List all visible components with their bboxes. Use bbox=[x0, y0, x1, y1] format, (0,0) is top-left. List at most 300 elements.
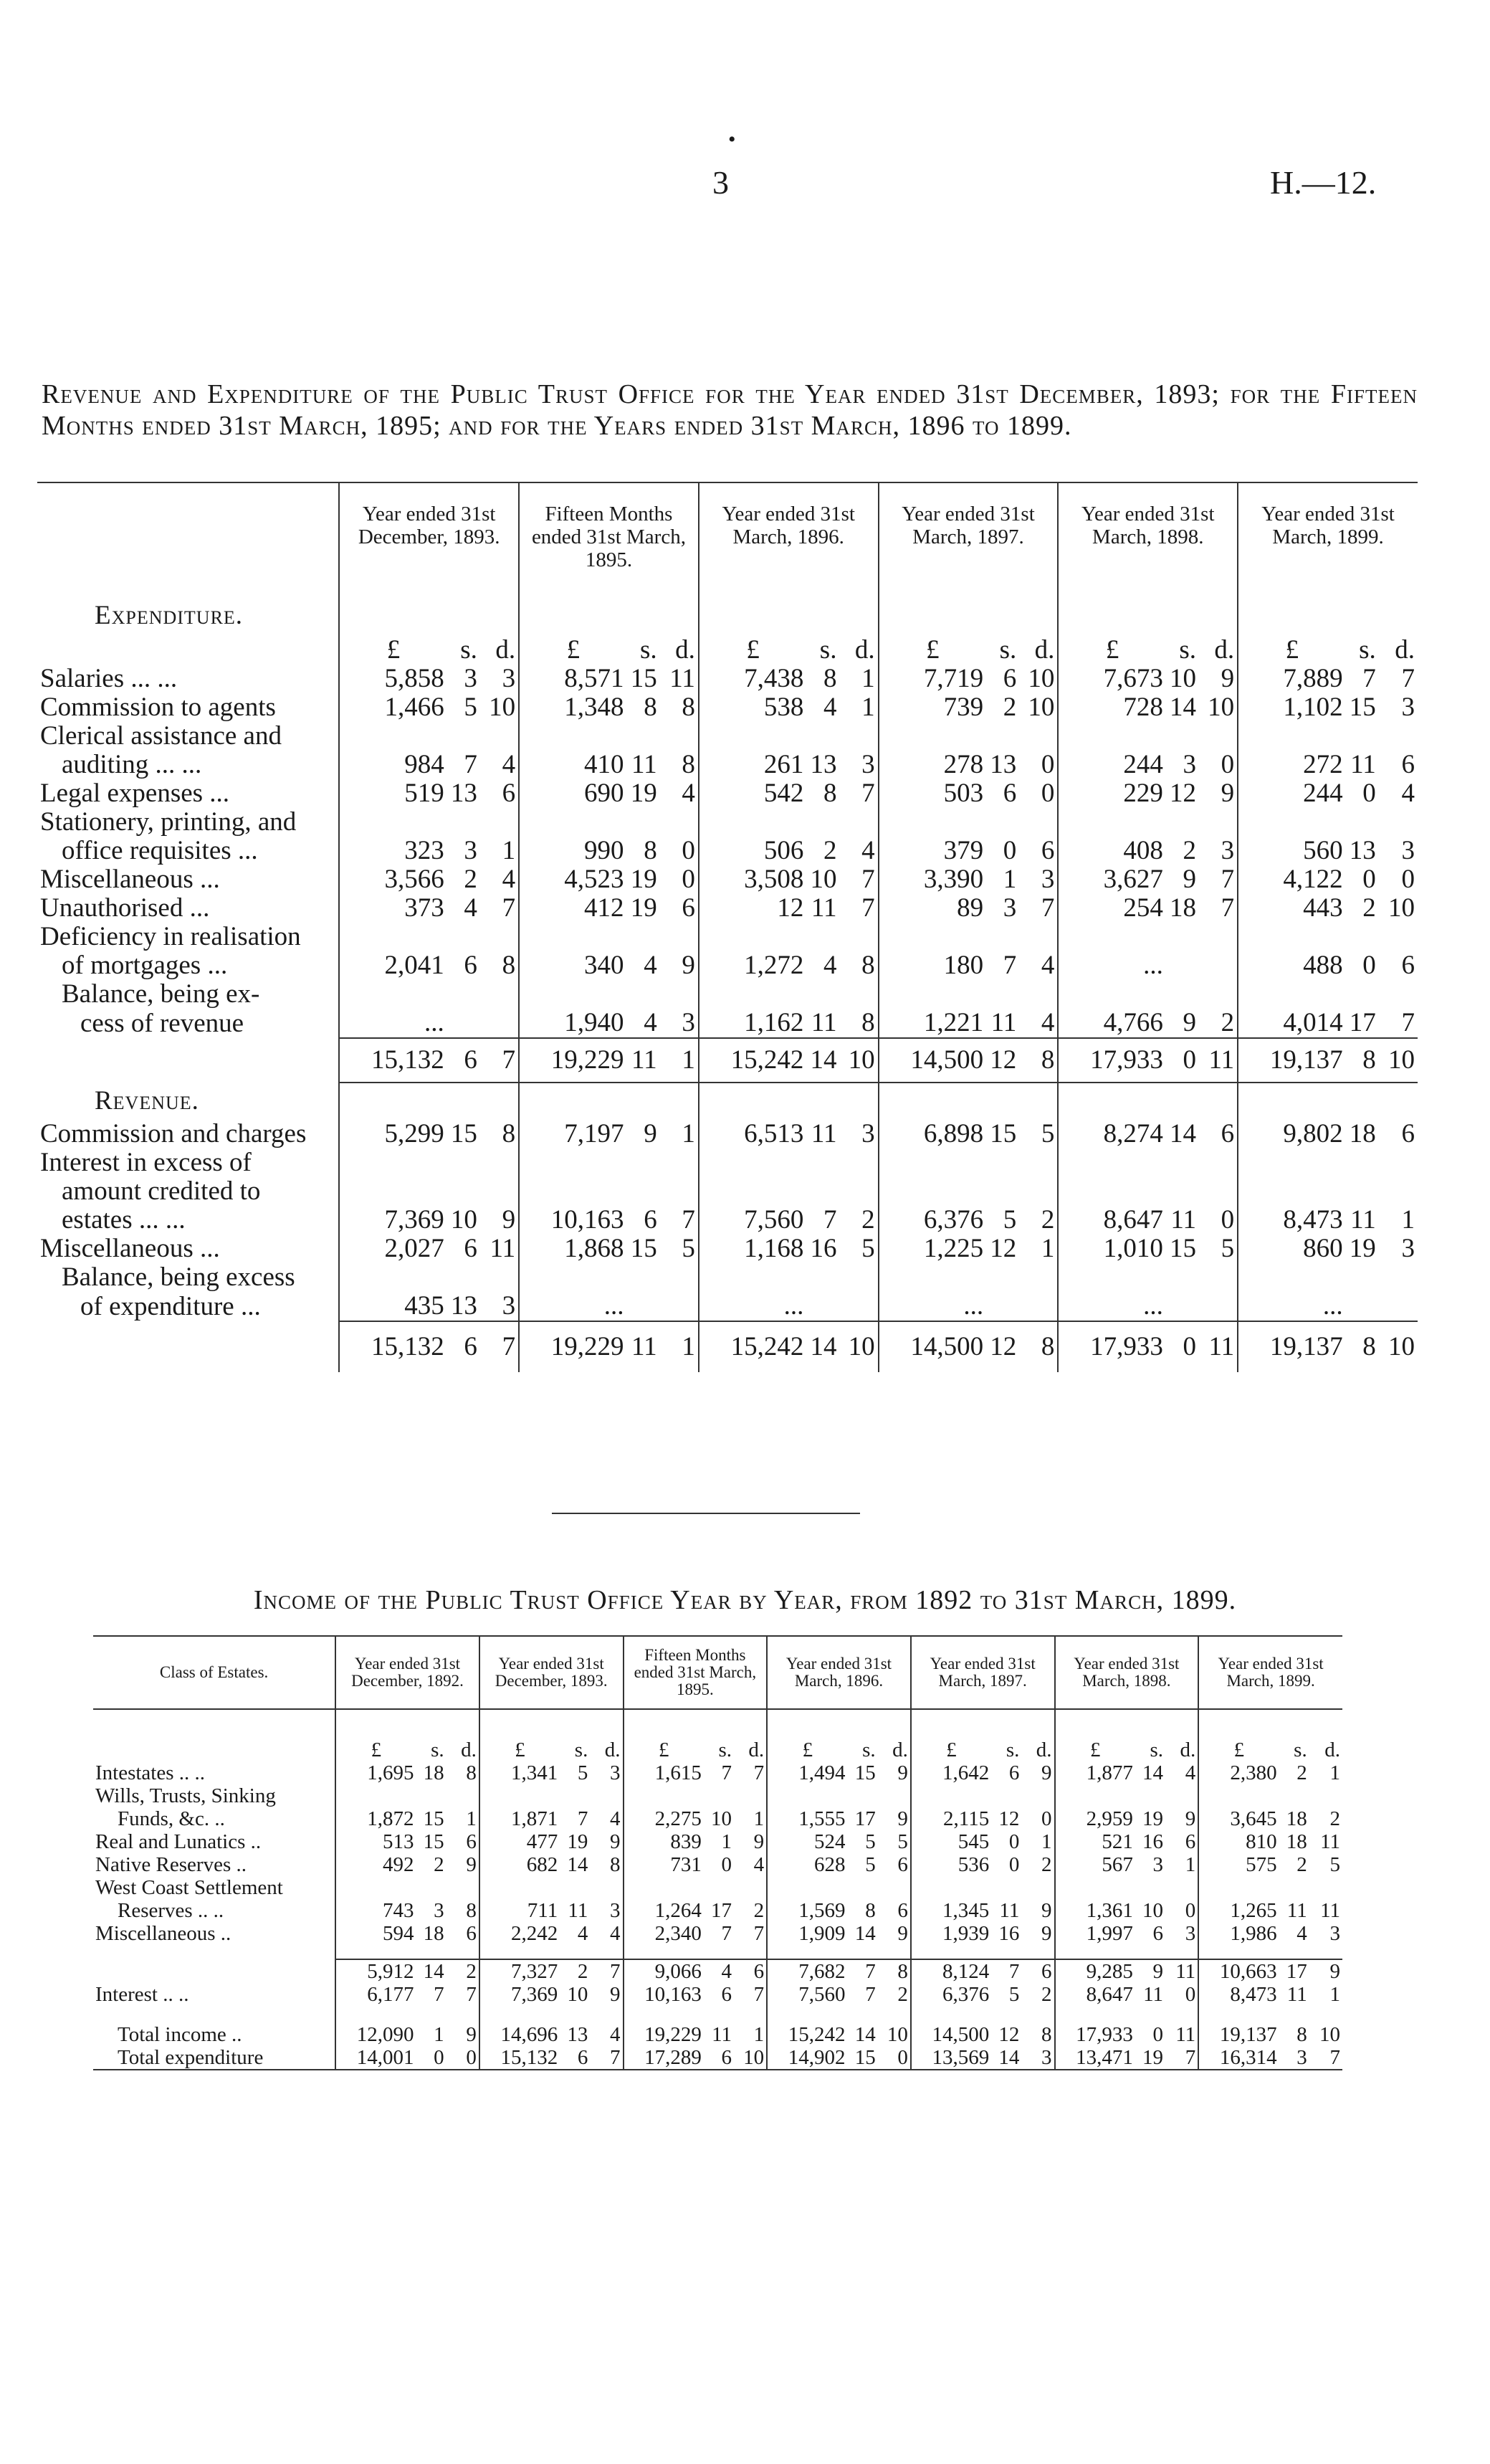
amount-pounds: 3,645 bbox=[1198, 1807, 1279, 1830]
income-row bbox=[93, 1922, 1342, 1945]
amount-pounds: 15,132 bbox=[339, 1321, 446, 1372]
amount-shillings: 2 bbox=[1183, 836, 1196, 865]
amount-pounds: ... bbox=[1238, 1292, 1345, 1321]
amount-shillings: 19 bbox=[1349, 1234, 1376, 1263]
row-label: office requisites ... bbox=[62, 836, 258, 865]
blank-cell bbox=[480, 923, 519, 951]
blank-cell bbox=[1198, 1784, 1279, 1807]
blank-cell bbox=[986, 1263, 1019, 1292]
blank-cell bbox=[1166, 1083, 1199, 1120]
row-label: Commission to agents bbox=[40, 693, 276, 722]
amount-pence: 10 bbox=[1379, 1321, 1418, 1372]
amount-pence: 8 bbox=[1019, 1321, 1058, 1372]
blank-cell bbox=[560, 2006, 590, 2023]
amount-pounds: 7,719 bbox=[879, 665, 986, 693]
amount-pence: 7 bbox=[861, 865, 875, 894]
blank-cell bbox=[590, 1945, 623, 1959]
amount-pence: 3 bbox=[610, 1899, 621, 1922]
blank-cell bbox=[416, 1709, 446, 1738]
blank-cell bbox=[339, 923, 446, 951]
amount-pounds: 19,229 bbox=[624, 2023, 704, 2046]
unit-pence: d. bbox=[1214, 635, 1235, 665]
amount-shillings: 18 bbox=[1286, 1807, 1307, 1830]
blank-cell bbox=[1238, 722, 1345, 751]
blank-cell bbox=[1135, 1709, 1165, 1738]
amount-pounds: 272 bbox=[1238, 751, 1345, 779]
amount-shillings: 4 bbox=[823, 693, 837, 722]
blank-cell bbox=[93, 1738, 335, 1761]
amount-shillings: 14 bbox=[854, 2023, 876, 2046]
amount-pence: 3 bbox=[861, 1119, 875, 1148]
expenditure-row bbox=[37, 951, 1418, 980]
amount-shillings: 18 bbox=[1349, 1119, 1376, 1148]
blank-cell bbox=[986, 980, 1019, 1009]
amount-shillings: 18 bbox=[1286, 1830, 1307, 1853]
amount-pence: 5 bbox=[1221, 1234, 1235, 1263]
amount-pounds: 682 bbox=[479, 1853, 560, 1876]
blank-cell bbox=[839, 1083, 878, 1120]
amount-pounds: 536 bbox=[911, 1853, 991, 1876]
revenue-expenditure-title: Revenue and Expenditure of the Public Trust Office for the Year ended 31st December, 1893; for the Fifteen Months ended 31st March, 1895; and for the Years ended 31st March, 1896 to 1899. bbox=[42, 379, 1418, 441]
blank-cell bbox=[590, 1709, 623, 1738]
amount-shillings: 12 bbox=[990, 1234, 1017, 1263]
amount-shillings bbox=[447, 1009, 480, 1038]
blank-cell bbox=[1058, 1083, 1165, 1120]
amount-pence: 4 bbox=[610, 2023, 621, 2046]
amount-shillings: 6 bbox=[464, 1234, 477, 1263]
unit-pence: d. bbox=[1324, 1738, 1340, 1761]
amount-pounds: 1,939 bbox=[911, 1922, 991, 1945]
amount-pence: 0 bbox=[1401, 865, 1415, 894]
amount-pence: 2 bbox=[897, 1983, 908, 2006]
blank-cell bbox=[1309, 2006, 1342, 2023]
blank-cell bbox=[93, 1959, 335, 1983]
amount-pounds: 412 bbox=[519, 894, 626, 923]
blank-cell bbox=[1238, 980, 1345, 1009]
amount-pounds: 4,766 bbox=[1058, 1009, 1165, 1038]
blank-cell bbox=[1379, 1148, 1418, 1177]
amount-shillings: 3 bbox=[1279, 2046, 1309, 2070]
blank-cell bbox=[1346, 808, 1379, 837]
unit-pounds: £ bbox=[624, 1738, 704, 1761]
blank-cell bbox=[1021, 1945, 1054, 1959]
column-header: Year ended 31st March, 1899. bbox=[1238, 482, 1418, 596]
amount-pounds: 1,877 bbox=[1055, 1761, 1135, 1784]
amount-shillings: 11 bbox=[627, 1038, 660, 1083]
amount-pounds: 14,696 bbox=[479, 2023, 560, 2046]
amount-shillings: 15 bbox=[423, 1830, 444, 1853]
blank-cell bbox=[519, 1263, 626, 1292]
corner-cell bbox=[37, 482, 339, 596]
unit-pounds: £ bbox=[1058, 636, 1165, 665]
blank-cell bbox=[446, 1945, 479, 1959]
amount-pence: 8 bbox=[502, 1119, 516, 1148]
unit-shillings: s. bbox=[862, 1738, 876, 1761]
amount-shillings: 8 bbox=[644, 693, 657, 722]
blank-cell bbox=[447, 596, 480, 636]
blank-cell bbox=[1165, 1784, 1198, 1807]
amount-pence: 6 bbox=[1041, 836, 1055, 865]
amount-pounds: 810 bbox=[1198, 1830, 1279, 1853]
blank-cell bbox=[1279, 2006, 1309, 2023]
unit-pence: d. bbox=[1395, 635, 1415, 665]
blank-cell bbox=[848, 1709, 878, 1738]
amount-pence: 4 bbox=[1041, 1008, 1055, 1037]
amount-shillings: 8 bbox=[823, 779, 837, 808]
amount-pence: 1 bbox=[753, 2023, 765, 2046]
blank-cell bbox=[1058, 596, 1165, 636]
blank-cell bbox=[806, 980, 839, 1009]
amount-pounds: 503 bbox=[879, 779, 986, 808]
row-label: cess of revenue bbox=[80, 1009, 244, 1038]
amount-pence: 8 bbox=[878, 1959, 911, 1983]
amount-pounds: 7,369 bbox=[339, 1206, 446, 1235]
amount-pounds: 575 bbox=[1198, 1853, 1279, 1876]
amount-pence bbox=[1199, 951, 1238, 980]
blank-cell bbox=[627, 808, 660, 837]
amount-shillings: 0 bbox=[1008, 1830, 1020, 1853]
blank-cell bbox=[624, 2006, 704, 2023]
row-label: Total expenditure bbox=[93, 2046, 335, 2070]
amount-shillings: 13 bbox=[1349, 836, 1376, 865]
amount-shillings: 4 bbox=[1296, 1922, 1307, 1945]
unit-pounds: £ bbox=[767, 1738, 847, 1761]
blank-cell bbox=[447, 980, 480, 1009]
blank-cell bbox=[1346, 980, 1379, 1009]
blank-cell bbox=[519, 722, 626, 751]
amount-shillings: 2 bbox=[464, 865, 477, 894]
amount-shillings: 2 bbox=[1296, 1761, 1307, 1784]
blank-cell bbox=[704, 1945, 734, 1959]
amount-pence: 9 bbox=[1041, 1899, 1052, 1922]
amount-pounds: 594 bbox=[335, 1922, 416, 1945]
amount-pounds: 3,508 bbox=[699, 865, 806, 894]
amount-pence: 1 bbox=[1041, 1234, 1055, 1263]
amount-pounds: 1,940 bbox=[519, 1009, 626, 1038]
amount-pounds: 180 bbox=[879, 951, 986, 980]
amount-shillings: 0 bbox=[721, 1853, 732, 1876]
amount-shillings: 6 bbox=[1152, 1922, 1164, 1945]
blank-cell bbox=[1055, 1876, 1135, 1899]
amount-shillings: 11 bbox=[999, 1899, 1020, 1922]
blank-cell bbox=[986, 1083, 1019, 1120]
blank-cell bbox=[767, 1784, 847, 1807]
blank-cell bbox=[767, 1945, 847, 1959]
expenditure-heading: Expenditure. bbox=[95, 601, 244, 630]
amount-shillings: 13 bbox=[810, 750, 837, 779]
amount-shillings: 14 bbox=[416, 1959, 446, 1983]
amount-pounds: 1,569 bbox=[767, 1899, 847, 1922]
amount-shillings: 7 bbox=[1362, 664, 1376, 693]
amount-shillings: 13 bbox=[450, 1291, 477, 1321]
amount-pounds: ... bbox=[339, 1009, 446, 1038]
blank-cell bbox=[519, 980, 626, 1009]
blank-cell bbox=[839, 596, 878, 636]
amount-pounds: 1,265 bbox=[1198, 1899, 1279, 1922]
amount-pounds: 435 bbox=[339, 1292, 446, 1321]
blank-cell bbox=[480, 1083, 519, 1120]
unit-pounds: £ bbox=[911, 1738, 991, 1761]
blank-cell bbox=[699, 980, 806, 1009]
revenue-expenditure-table bbox=[37, 482, 1418, 1372]
amount-pence: 6 bbox=[1021, 1959, 1054, 1983]
unit-pounds: £ bbox=[879, 636, 986, 665]
amount-pounds: 1,997 bbox=[1055, 1922, 1135, 1945]
amount-pence: 9 bbox=[897, 1922, 908, 1945]
amount-pence: 9 bbox=[466, 2023, 477, 2046]
amount-pence: 9 bbox=[1221, 779, 1235, 808]
spacer-row bbox=[93, 1945, 1342, 1959]
spacer-row bbox=[93, 1709, 1342, 1738]
blank-cell bbox=[879, 1083, 986, 1120]
amount-pounds: 519 bbox=[339, 779, 446, 808]
unit-pounds: £ bbox=[335, 1738, 416, 1761]
amount-pence: 1 bbox=[660, 1038, 699, 1083]
amount-pounds: 15,242 bbox=[767, 2023, 847, 2046]
blank-cell bbox=[1135, 1876, 1165, 1899]
amount-pounds: 1,872 bbox=[335, 1807, 416, 1830]
blank-cell bbox=[1199, 980, 1238, 1009]
amount-pounds: 538 bbox=[699, 693, 806, 722]
blank-cell bbox=[479, 1876, 560, 1899]
amount-pounds: 229 bbox=[1058, 779, 1165, 808]
blank-cell bbox=[1135, 1945, 1165, 1959]
amount-pence: 0 bbox=[1041, 779, 1055, 808]
amount-pounds: 839 bbox=[624, 1830, 704, 1853]
row-label: estates ... ... bbox=[62, 1205, 186, 1235]
amount-shillings: 7 bbox=[434, 1983, 444, 2006]
amount-pounds: 7,197 bbox=[519, 1120, 626, 1148]
amount-shillings: 14 bbox=[1142, 1761, 1164, 1784]
blank-cell bbox=[1309, 1784, 1342, 1807]
blank-cell bbox=[699, 923, 806, 951]
revenue-row bbox=[37, 1177, 1418, 1206]
amount-shillings: 0 bbox=[1152, 2023, 1164, 2046]
column-header: Year ended 31st March, 1897. bbox=[879, 482, 1059, 596]
amount-pence: 8 bbox=[502, 951, 516, 980]
amount-shillings: 9 bbox=[1183, 1008, 1196, 1037]
blank-cell bbox=[1379, 980, 1418, 1009]
amount-pence: 6 bbox=[897, 1899, 908, 1922]
amount-pounds: 2,340 bbox=[624, 1922, 704, 1945]
row-label: Stationery, printing, and bbox=[40, 807, 297, 837]
amount-pounds: 10,663 bbox=[1198, 1959, 1279, 1983]
amount-shillings: 15 bbox=[990, 1119, 1017, 1148]
amount-shillings: 8 bbox=[1346, 1321, 1379, 1372]
blank-cell bbox=[1346, 923, 1379, 951]
row-label: Balance, being ex- bbox=[62, 979, 260, 1009]
amount-shillings: 6 bbox=[447, 1321, 480, 1372]
blank-cell bbox=[335, 1945, 416, 1959]
blank-cell bbox=[93, 1945, 335, 1959]
column-header: Year ended 31st December, 1893. bbox=[339, 482, 519, 596]
blank-cell bbox=[879, 1263, 986, 1292]
row-label: of mortgages ... bbox=[62, 951, 228, 980]
blank-cell bbox=[1058, 808, 1165, 837]
amount-pence bbox=[1199, 1292, 1238, 1321]
amount-pence: 3 bbox=[1185, 1922, 1196, 1945]
expenditure-row bbox=[37, 980, 1418, 1009]
blank-cell bbox=[660, 1263, 699, 1292]
amount-pounds: 12 bbox=[699, 894, 806, 923]
amount-pence: 3 bbox=[1401, 836, 1415, 865]
blank-cell bbox=[624, 1876, 704, 1899]
blank-cell bbox=[335, 1876, 416, 1899]
blank-cell bbox=[1238, 1177, 1345, 1206]
amount-pence: 7 bbox=[502, 893, 516, 923]
income-row bbox=[93, 1830, 1342, 1853]
amount-pounds: 8,124 bbox=[911, 1959, 991, 1983]
blank-cell bbox=[1379, 923, 1418, 951]
amount-pence: 9 bbox=[897, 1761, 908, 1784]
amount-pence: 10 bbox=[1379, 1038, 1418, 1083]
row-label: Miscellaneous ... bbox=[40, 1234, 220, 1263]
blank-cell bbox=[335, 1784, 416, 1807]
unit-shillings: s. bbox=[460, 635, 477, 665]
blank-cell bbox=[560, 1709, 590, 1738]
blank-cell bbox=[699, 1263, 806, 1292]
row-label: auditing ... ... bbox=[62, 750, 202, 779]
amount-pence: 8 bbox=[682, 750, 695, 779]
blank-cell bbox=[627, 722, 660, 751]
blank-cell bbox=[734, 1876, 767, 1899]
amount-pence: 11 bbox=[1320, 1899, 1340, 1922]
amount-pounds: 545 bbox=[911, 1830, 991, 1853]
blank-cell bbox=[1165, 1709, 1198, 1738]
amount-pence: 7 bbox=[1165, 2046, 1198, 2070]
amount-pounds: 278 bbox=[879, 751, 986, 779]
amount-pence: 9 bbox=[610, 1830, 621, 1853]
amount-pounds: 1,615 bbox=[624, 1761, 704, 1784]
amount-pounds: 10,163 bbox=[624, 1983, 704, 2006]
amount-pounds: 6,376 bbox=[911, 1983, 991, 2006]
amount-pounds: 1,555 bbox=[767, 1807, 847, 1830]
blank-cell bbox=[339, 596, 446, 636]
amount-shillings: 3 bbox=[434, 1899, 444, 1922]
amount-shillings: 10 bbox=[450, 1205, 477, 1235]
revenue-heading-row bbox=[37, 1083, 1418, 1120]
blank-cell bbox=[699, 596, 806, 636]
blank-cell bbox=[848, 2006, 878, 2023]
blank-cell bbox=[1058, 1263, 1165, 1292]
amount-pounds: 19,137 bbox=[1238, 1038, 1345, 1083]
amount-shillings: 7 bbox=[1003, 951, 1017, 980]
amount-pounds: 1,102 bbox=[1238, 693, 1345, 722]
blank-cell bbox=[1021, 2006, 1054, 2023]
amount-pounds: 89 bbox=[879, 894, 986, 923]
amount-pence: 4 bbox=[753, 1853, 765, 1876]
amount-pence: 6 bbox=[1221, 1119, 1235, 1148]
amount-shillings: 19 bbox=[630, 865, 657, 894]
unit-shillings: s. bbox=[999, 635, 1017, 665]
amount-pence: 9 bbox=[502, 1205, 516, 1235]
interest-row bbox=[93, 1983, 1342, 2006]
blank-cell bbox=[879, 923, 986, 951]
unit-shillings: s. bbox=[1294, 1738, 1307, 1761]
blank-cell bbox=[1199, 1083, 1238, 1120]
amount-pounds: 7,438 bbox=[699, 665, 806, 693]
blank-cell bbox=[878, 2006, 911, 2023]
amount-pounds: 506 bbox=[699, 837, 806, 865]
amount-pounds: 17,933 bbox=[1055, 2023, 1135, 2046]
blank-cell bbox=[1199, 1177, 1238, 1206]
amount-pence: 11 bbox=[1320, 1830, 1340, 1853]
blank-cell bbox=[660, 1083, 699, 1120]
amount-pence: 9 bbox=[682, 951, 695, 980]
blank-cell bbox=[1019, 980, 1058, 1009]
amount-pence: 6 bbox=[1401, 750, 1415, 779]
amount-shillings: 9 bbox=[644, 1119, 657, 1148]
amount-shillings: 7 bbox=[721, 1761, 732, 1784]
amount-pence: 10 bbox=[489, 693, 516, 722]
blank-cell bbox=[1019, 596, 1058, 636]
amount-pence: 7 bbox=[1401, 664, 1415, 693]
amount-pounds: 7,560 bbox=[767, 1983, 847, 2006]
row-label: Reserves .. .. bbox=[118, 1899, 224, 1922]
unit-pounds: £ bbox=[339, 636, 446, 665]
amount-pounds: 8,571 bbox=[519, 665, 626, 693]
blank-cell bbox=[1379, 808, 1418, 837]
blank-cell bbox=[1055, 1945, 1135, 1959]
blank-cell bbox=[806, 1177, 839, 1206]
amount-pence: 10 bbox=[1208, 693, 1235, 722]
unit-pence: d. bbox=[892, 1738, 908, 1761]
amount-pence: 4 bbox=[861, 836, 875, 865]
blank-cell bbox=[1019, 1177, 1058, 1206]
blank-cell bbox=[37, 1321, 339, 1372]
amount-pounds: 254 bbox=[1058, 894, 1165, 923]
blank-cell bbox=[911, 1784, 991, 1807]
amount-pounds: 3,566 bbox=[339, 865, 446, 894]
amount-shillings: 1 bbox=[1003, 865, 1017, 894]
blank-cell bbox=[1198, 1945, 1279, 1959]
amount-pounds: 8,473 bbox=[1198, 1983, 1279, 2006]
blank-cell bbox=[519, 1177, 626, 1206]
amount-shillings: 15 bbox=[630, 1234, 657, 1263]
amount-pounds: ... bbox=[1058, 1292, 1165, 1321]
amount-pounds: 9,802 bbox=[1238, 1120, 1345, 1148]
blank-cell bbox=[1019, 1148, 1058, 1177]
amount-pence: 10 bbox=[839, 1038, 878, 1083]
amount-pounds: 261 bbox=[699, 751, 806, 779]
amount-pence: 9 bbox=[1041, 1922, 1052, 1945]
amount-shillings: 2 bbox=[1362, 893, 1376, 923]
amount-pounds: 6,513 bbox=[699, 1120, 806, 1148]
amount-shillings: 8 bbox=[865, 1899, 876, 1922]
amount-pence: 6 bbox=[466, 1922, 477, 1945]
amount-shillings: 5 bbox=[1008, 1983, 1020, 2006]
amount-pence: 6 bbox=[1185, 1830, 1196, 1853]
blank-cell bbox=[1199, 596, 1238, 636]
amount-shillings: 19 bbox=[1142, 1807, 1164, 1830]
amount-shillings: 14 bbox=[1169, 1119, 1196, 1148]
blank-cell bbox=[848, 1945, 878, 1959]
amount-pence: 8 bbox=[682, 693, 695, 722]
amount-pence: 7 bbox=[1221, 865, 1235, 894]
revenue-row bbox=[37, 1148, 1418, 1177]
blank-cell bbox=[1166, 980, 1199, 1009]
blank-cell bbox=[704, 1709, 734, 1738]
blank-cell bbox=[986, 722, 1019, 751]
amount-pounds: 1,221 bbox=[879, 1009, 986, 1038]
amount-pounds: ... bbox=[699, 1292, 806, 1321]
amount-shillings: 7 bbox=[848, 1959, 878, 1983]
amount-shillings: 0 bbox=[1362, 951, 1376, 980]
expenditure-heading-row bbox=[37, 596, 1418, 636]
amount-pounds: 2,041 bbox=[339, 951, 446, 980]
blank-cell bbox=[991, 1709, 1021, 1738]
amount-pounds: 7,560 bbox=[699, 1206, 806, 1235]
